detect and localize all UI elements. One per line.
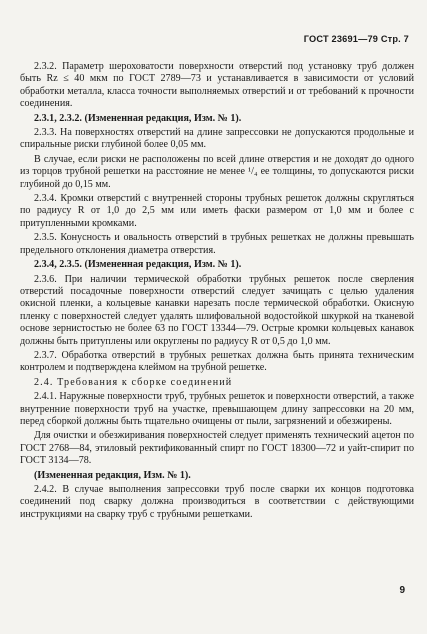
page-number: 9 — [399, 585, 405, 596]
paragraph: 2.4.1. Наружные поверхности труб, трубных решеток и поверхности отверстий, а также внутренние поверхности труб на участке, превышающем длину запрессовки на 20 мм, перед сборкой должны быть тщательно очищены от пыли, загрязнений и обезжирены. — [20, 391, 414, 427]
body-text — [20, 61, 414, 523]
paragraph: 2.3.7. Обработка отверстий в трубных решетках должна быть принята техническим контролем и подтверждена клеймом на трубной решетке. — [20, 349, 414, 374]
paragraph: 2.3.4. Кромки отверстий с внутренней стороны трубных решеток должны скругляться по радиусу R от 1,0 до 2,5 мм или иметь фаски размером от 1,0 мм и более с притупленными кромками. — [20, 193, 414, 229]
paragraph: 2.3.5. Конусность и овальность отверстий в трубных решетках не должны превышать предельного отклонения диаметра отверстия. — [20, 232, 414, 256]
page-header: ГОСТ 23691—79 Стр. 7 — [303, 34, 409, 44]
amendment-note: 2.3.4, 2.3.5. (Измененная редакция, Изм. № 1). — [34, 259, 242, 271]
paragraph: Для очистки и обезжиривания поверхностей следует применять технический ацетон по ГОСТ 2768—84, этиловый ректификованный спирт по ГОСТ 18300—72 и уайт-спирит по ГОСТ 3134—78. — [20, 430, 414, 467]
paragraph: 2.3.3. На поверхностях отверстий на длине запрессовки не допускаются продольные и спиральные риски глубиной более 0,05 мм. — [20, 127, 414, 151]
amendment-note: 2.3.1, 2.3.2. (Измененная редакция, Изм. № 1). — [34, 112, 242, 124]
paragraph: 2.3.2. Параметр шероховатости поверхности отверстий под установку труб должен быть Rz ≤ 40 мкм по ГОСТ 2789—73 и устанавливается в зависимости от условий обработки металла, класса точности выполняемых отверстий и от требований к прочности соединения. — [20, 61, 414, 110]
amendment-note: (Измененная редакция, Изм. № 1). — [34, 469, 191, 481]
paragraph: В случае, если риски не расположены по всей длине отверстия и не доходят до одного из торцов трубной решетки на расстояние не менее ¹/₄ ее толщины, то допускаются риски глубиной до 0,15 мм. — [20, 153, 414, 190]
paragraph: 2.4.2. В случае выполнения запрессовки труб после сварки их концов подготовка соединений под сварку должна производиться в соответствии с действующими инструкциями на сварку труб с трубными решетками. — [20, 484, 414, 520]
section-heading: 2.4. Требования к сборке соединений — [34, 376, 233, 388]
paragraph: 2.3.6. При наличии термической обработки трубных решеток после сверления отверстий посадочные поверхности отверстий следует зачищать с целью удаления окисной пленки, а кольцевые канавки нарезать после термической обработки. Окисную пленку с поверхностей следует удалять шлифовальной водостойкой шкуркой на тканевой основе зернистостью не более 63 по ГОСТ 13344—79. Острые кромки кольцевых канавок должны быть притуплены или округлены по радиусу R от 0,5 до 1,0 мм. — [20, 273, 414, 347]
